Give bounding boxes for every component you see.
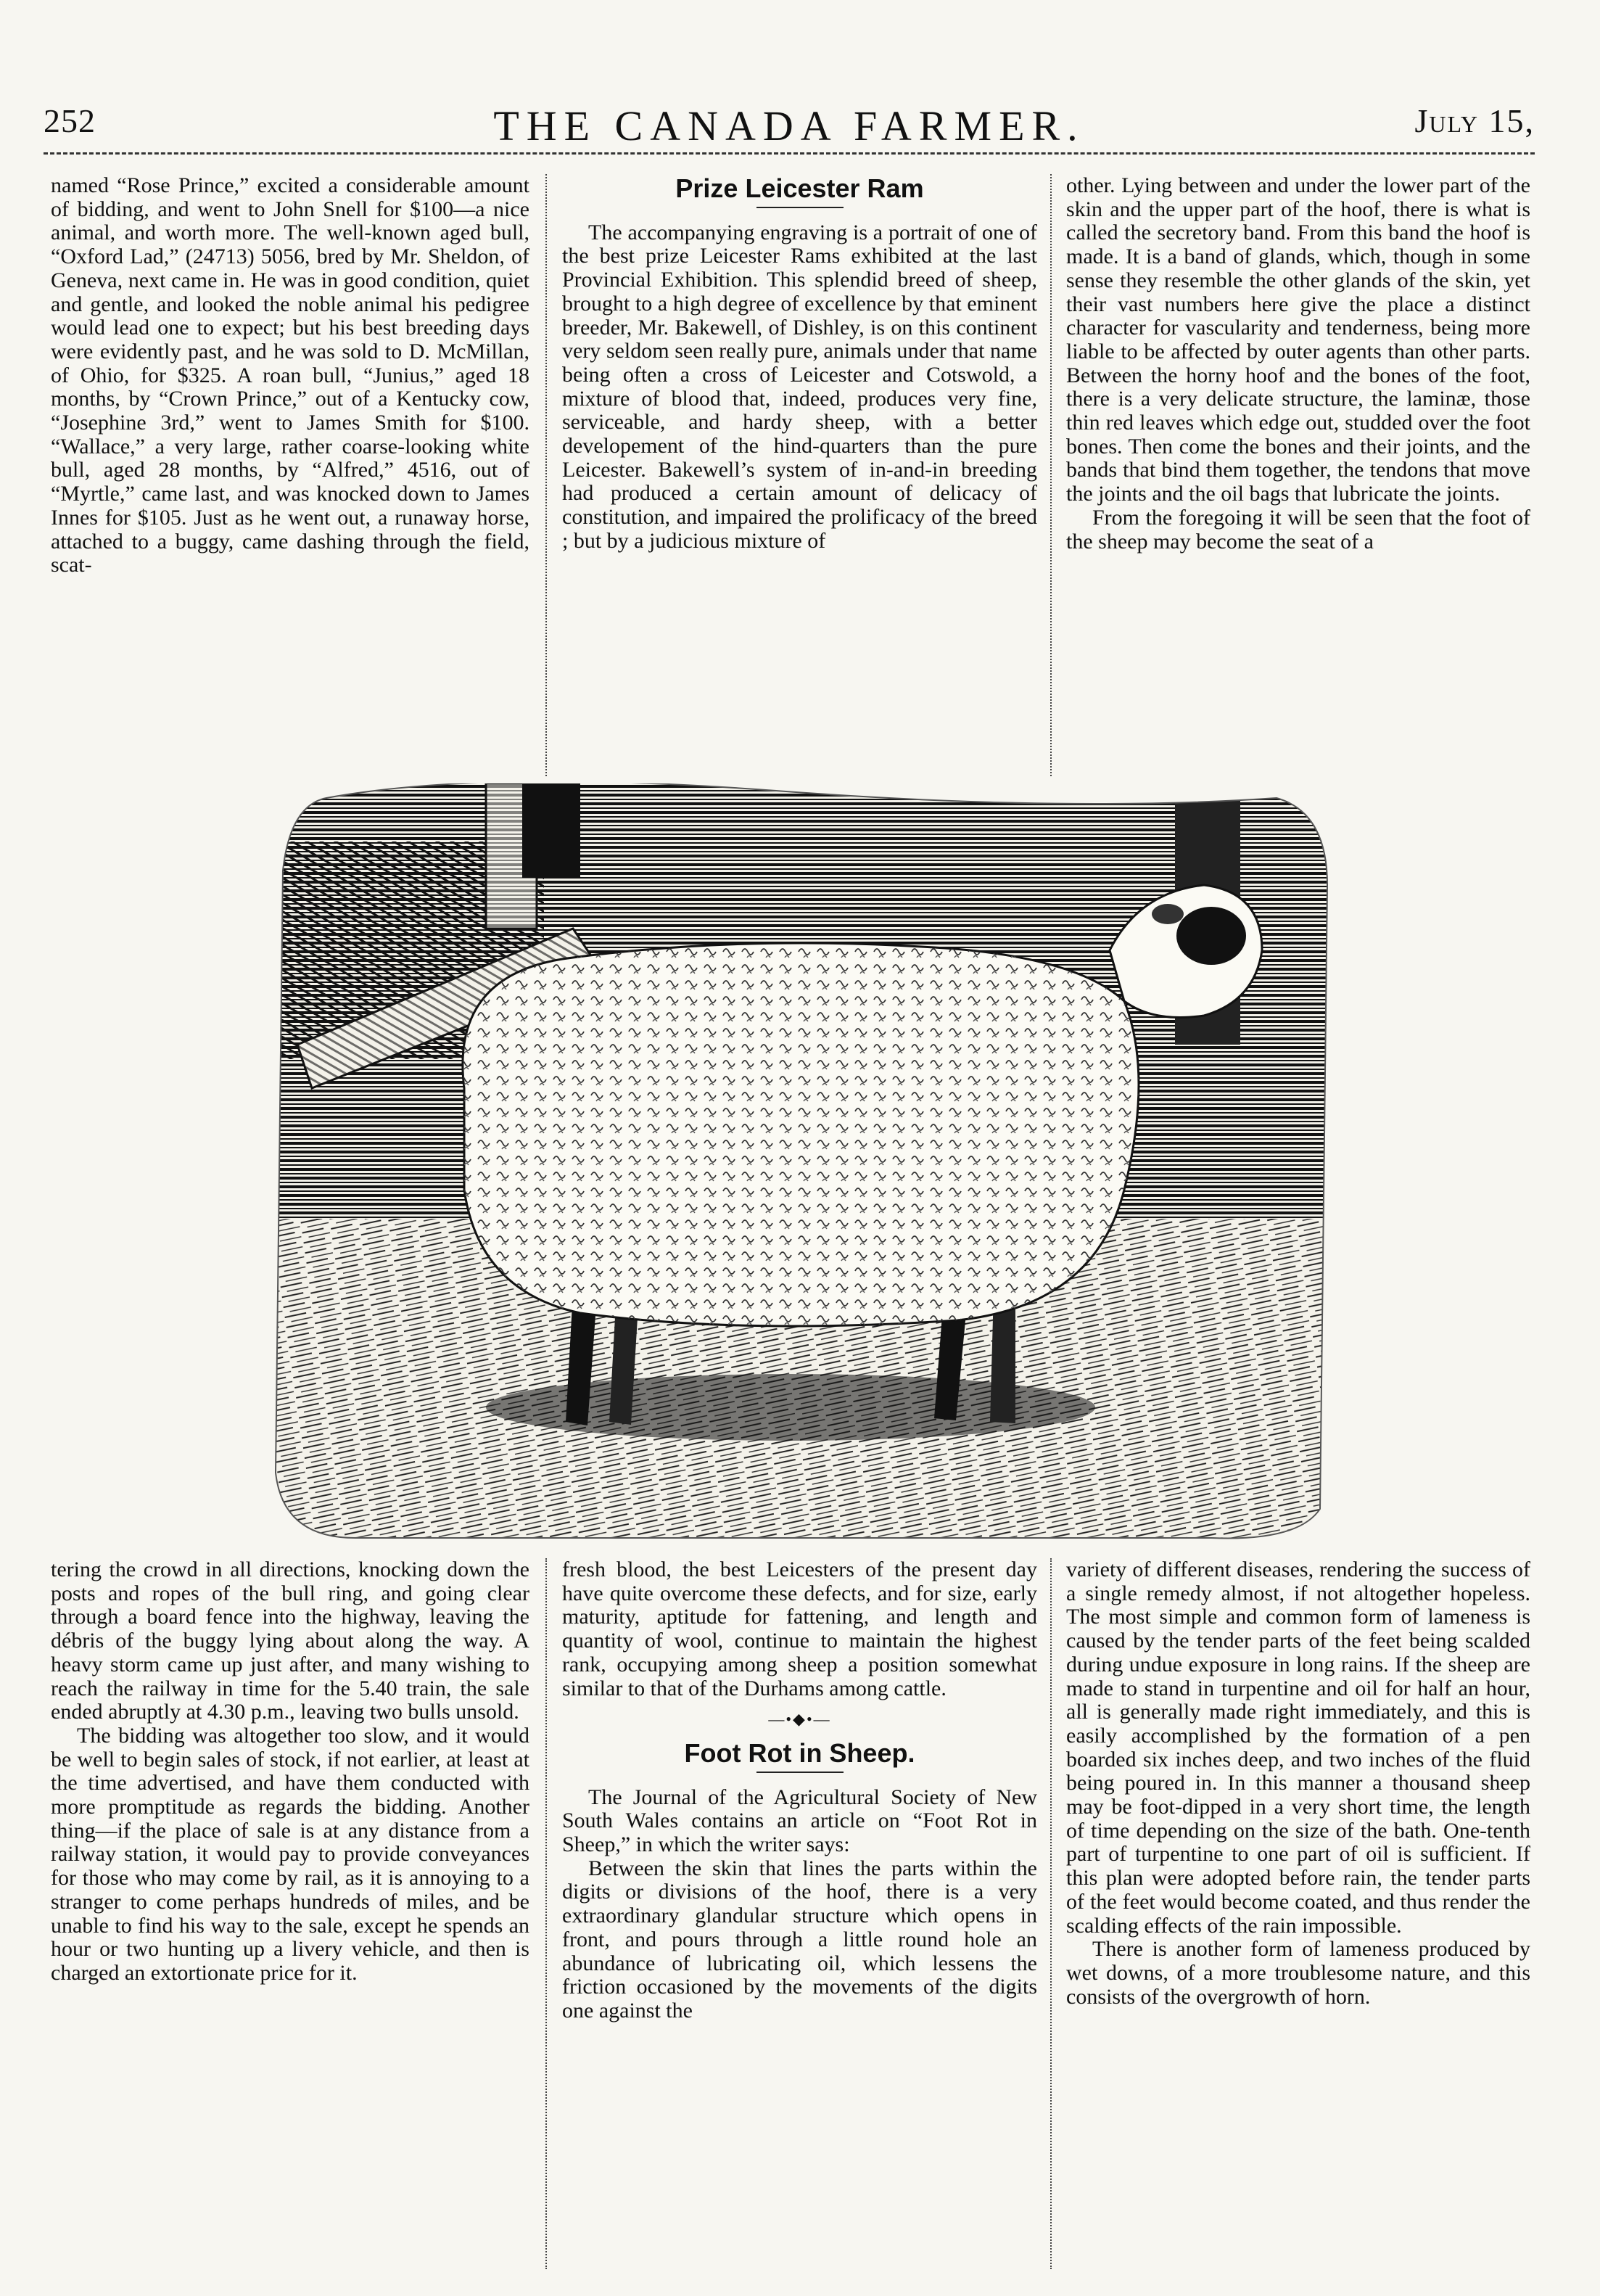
- paragraph: fresh blood, the best Leicesters of the present day have quite overcome these defects, and for size, early maturity, aptitude for fattening, and length and quantity of wool, continue to maintain the highest rank, occupying among sheep a position somewhat similar to that of the Durhams among cattle.: [562, 1558, 1037, 1700]
- column-divider: [545, 174, 547, 776]
- section-ornament: —•◆•—: [768, 1710, 831, 1729]
- leicester-ram-engraving: [268, 783, 1335, 1547]
- column-3-top: [1066, 174, 1530, 783]
- column-divider: [1050, 1558, 1052, 2269]
- header-rule: [44, 152, 1535, 155]
- paragraph: tering the crowd in all directions, knocking down the posts and ropes of the bull ring, and going clear through a board fence into the highway, leaving the débris of the buggy lying about along the way. A heavy storm came up just after, and many wishing to reach the railway in time for the 5.40 train, the sale ended abruptly at 4.30 p.m., leaving two bulls unsold.: [51, 1558, 529, 1724]
- paragraph: other. Lying between and under the lower part of the skin and the upper part of the hoof, there is what is called the secretory band. From this band the hoof is made. It is a band of glands, which, though in some sense they resemble the other glands of the skin, yet their vast numbers here give the place a distinct character for vascularity and tenderness, being more liable to be affected by outer agents than other parts. Between the horny hoof and the bones of the foot, there is a very delicate structure, the laminæ, those thin red leaves which edge out, studded over the foot bones. Then come the bones and their joints, and the bands that bind them together, the tendons that move the joints and the oil bags that lubricate the joints.: [1066, 173, 1530, 506]
- paragraph: The bidding was altogether too slow, and it would be well to begin sales of stock, if not earlier, at least at the time advertised, and have them conducted with more promptitude as regards the bidding. Another thing—if the place of sale is at any distance from a railway station, it would pay to provide conveyances for those who may come by rail, as it is annoying to a stranger to come perhaps hundreds of miles, and be unable to find his way to the sale, except he spends an hour or two hunting up a livery vehicle, and then is charged an extortionate price for it.: [51, 1723, 529, 1985]
- page-header: [44, 102, 1535, 152]
- paragraph: Between the skin that lines the parts within the digits or divisions of the hoof, there is a very extraordinary glandular structure which opens in front, and pours through a little round hole an abundance of lubricating oil, which lessens the friction occasioned by the movements of the digits one against the: [562, 1856, 1037, 2023]
- paragraph: The Journal of the Agricultural Society of New South Wales contains an article on “Foot Rot in Sheep,” in which the writer says:: [562, 1785, 1037, 1857]
- column-1-top: [51, 174, 529, 783]
- column-2-bottom: [562, 1558, 1037, 2276]
- column-2-top: [562, 174, 1037, 783]
- column-divider: [545, 1558, 547, 2269]
- article-title: Prize Leicester Ram: [675, 173, 924, 203]
- column-1-bottom: [51, 1558, 529, 2276]
- paragraph: named “Rose Prince,” excited a considerable amount of bidding, and went to John Snell for $100—a nice animal, and worth more. The well-known aged bull, “Oxford Lad,” (24713) 5056, bred by Mr. Sheldon, of Geneva, next came in. He was in good condition, quiet and gentle, and looked the noble animal his pedigree would lead one to expect; but his best breeding days were evidently past, and he was sold to D. McMillan, of Ohio, for $325. A roan bull, “Junius,” aged 18 months, by “Crown Prince,” out of a Kentucky cow, “Josephine 3rd,” went to James Smith for $100. “Wallace,” a very large, rather coarse-looking white bull, aged 28 months, by “Alfred,” 4516, out of “Myrtle,” came last, and was knocked down to James Innes for $105. Just as he went out, a runaway horse, attached to a buggy, came dashing through the field, scat-: [51, 173, 529, 577]
- column-3-bottom: [1066, 1558, 1530, 2276]
- paragraph: The accompanying engraving is a portrait of one of the best prize Leicester Rams exhibited at the last Provincial Exhibition. This splendid breed of sheep, brought to a high degree of excellence by that eminent breeder, Mr. Bakewell, of Dishley, is on this continent very seldom seen really pure, animals under that name being often a cross of Leicester and Cotswold, a mixture of blood that, indeed, produces very fine, serviceable, and hardy sheep, with a better developement of the hind-quarters than the pure Leicester. Bakewell’s system of in-and-in breeding had produced a certain amount of delicacy of constitution, and impaired the prolificacy of the breed ; but by a judicious mixture of: [562, 220, 1037, 553]
- column-divider: [1050, 174, 1052, 776]
- issue-date: July 15,: [1414, 102, 1535, 139]
- masthead-title: THE CANADA FARMER.: [493, 102, 1085, 149]
- paragraph: There is another form of lameness produced by wet downs, of a more troublesome nature, and this consists of the overgrowth of horn.: [1066, 1937, 1530, 2009]
- article-title: Foot Rot in Sheep.: [684, 1737, 915, 1768]
- paragraph: From the foregoing it will be seen that the foot of the sheep may become the seat of a: [1066, 505, 1530, 554]
- title-rule: [756, 207, 844, 208]
- paragraph: variety of different diseases, rendering the success of a single remedy almost, if not altogether hopeless. The most simple and common form of lameness is caused by the tender parts of the feet being scalded during undue exposure in long rains. If the sheep are made to stand in turpentine and oil for half an hour, all is generally made right immediately, and this is easily accomplished by the formation of a pen boarded six inches deep, and two inches of the fluid being poured in. In this manner a thousand sheep may be foot-dipped in a very short time, the length of time depending on the size of the bath. One-tenth part of turpentine to one part of oil is sufficient. If this plan were adopted before rain, the tender parts of the feet would become coated, and thus render the scalding effects of the rain impossible.: [1066, 1558, 1530, 1938]
- title-rule: [756, 1772, 844, 1773]
- page-number: 252: [44, 102, 96, 139]
